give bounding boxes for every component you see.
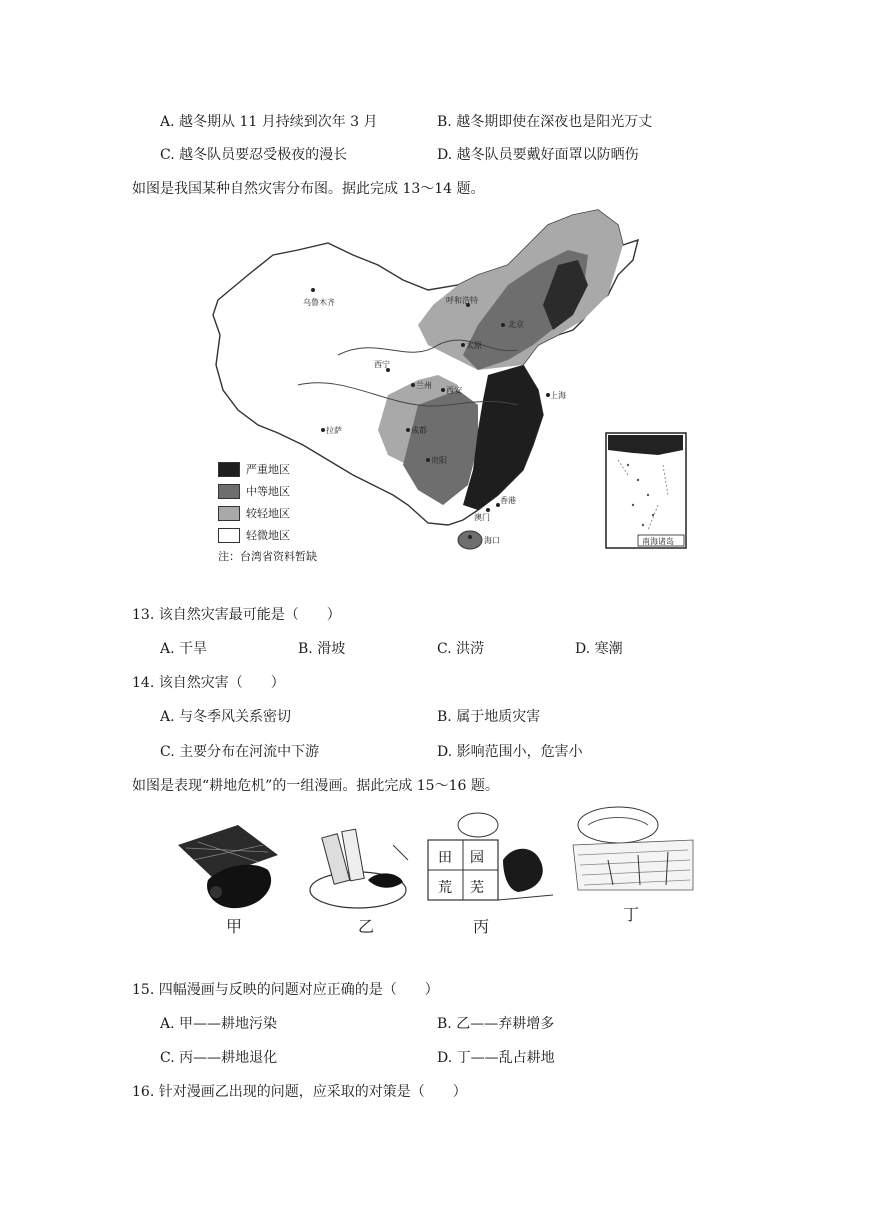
city-label-macau: 澳门 [474, 513, 490, 522]
city-label-lhasa: 拉萨 [326, 426, 342, 435]
cartoon-jia [178, 825, 278, 908]
cartoon-ding [573, 807, 693, 890]
q12-option-a: A. 越冬期从 11 月持续到次年 3 月 [160, 114, 378, 130]
city-label-xian: 西安 [446, 386, 462, 395]
city-label-urumqi: 乌鲁木齐 [303, 298, 335, 307]
city-label-shanghai: 上海 [550, 391, 566, 400]
disaster-distribution-map [178, 205, 698, 565]
q14-option-d: D. 影响范围小，危害小 [437, 744, 583, 760]
inset-label: 南海诸岛 [642, 537, 674, 546]
cartoon-yi [310, 829, 408, 908]
intro-13-14: 如图是我国某种自然灾害分布图。据此完成 13～14 题。 [132, 181, 485, 197]
q15-option-b: B. 乙——弃耕增多 [437, 1016, 555, 1032]
legend-swatch-medium [218, 484, 240, 499]
q14-option-c: C. 主要分布在河流中下游 [160, 744, 320, 760]
q13-option-d: D. 寒潮 [575, 641, 623, 657]
cartoons-svg [168, 800, 698, 940]
legend-swatch-light [218, 506, 240, 521]
legend-light [218, 505, 290, 521]
bing-cell-4: 芜 [470, 880, 484, 896]
city-label-lanzhou: 兰州 [416, 381, 432, 390]
farmland-crisis-cartoons [168, 800, 698, 940]
legend-swatch-slight [218, 528, 240, 543]
legend-label-slight: 轻微地区 [246, 529, 290, 542]
q12-option-c: C. 越冬队员要忍受极夜的漫长 [160, 147, 348, 163]
cartoon-caption-jia: 甲 [226, 917, 243, 936]
bing-cell-1: 田 [438, 850, 452, 866]
q15-option-d: D. 丁——乱占耕地 [437, 1050, 555, 1066]
q13-option-b: B. 滑坡 [298, 641, 346, 657]
city-label-haikou: 海口 [484, 536, 500, 545]
q15-option-a: A. 甲——耕地污染 [160, 1016, 278, 1032]
intro-15-16: 如图是表现“耕地危机”的一组漫画。据此完成 15～16 题。 [132, 778, 499, 794]
q12-option-d: D. 越冬队员要戴好面罩以防晒伤 [437, 147, 639, 163]
city-label-hohhot: 呼和浩特 [446, 296, 478, 305]
city-label-chengdu: 成都 [411, 426, 427, 435]
legend-label-medium: 中等地区 [246, 485, 290, 498]
map-note: 注：台湾省资料暂缺 [218, 550, 317, 563]
q13-option-c: C. 洪涝 [437, 641, 485, 657]
city-label-xining: 西宁 [374, 360, 390, 369]
legend-medium [218, 483, 290, 499]
cartoon-caption-bing: 丙 [473, 917, 490, 936]
q13-option-a: A. 干旱 [160, 641, 208, 657]
q14-option-a: A. 与冬季风关系密切 [160, 709, 292, 725]
legend-severe [218, 461, 290, 477]
bing-cell-2: 园 [470, 850, 484, 866]
legend-label-light: 较轻地区 [246, 507, 290, 520]
q14-option-b: B. 属于地质灾害 [437, 709, 541, 725]
legend-swatch-severe [218, 462, 240, 477]
cartoon-caption-yi: 乙 [358, 917, 375, 936]
legend-slight [218, 527, 290, 543]
cartoon-caption-ding: 丁 [623, 905, 640, 924]
legend-label-severe: 严重地区 [246, 463, 290, 476]
city-label-hongkong: 香港 [500, 496, 516, 505]
q13-stem: 13. 该自然灾害最可能是（ ） [132, 607, 341, 623]
hainan-island [458, 531, 482, 549]
city-label-beijing: 北京 [508, 320, 524, 329]
city-label-taiyuan: 太原 [466, 341, 482, 350]
q12-option-b: B. 越冬期即使在深夜也是阳光万丈 [437, 114, 653, 130]
q15-option-c: C. 丙——耕地退化 [160, 1050, 278, 1066]
q14-stem: 14. 该自然灾害（ ） [132, 675, 285, 691]
q16-stem: 16. 针对漫画乙出现的问题，应采取的对策是（ ） [132, 1084, 467, 1100]
q15-stem: 15. 四幅漫画与反映的问题对应正确的是（ ） [132, 982, 439, 998]
city-label-guiyang: 贵阳 [431, 456, 447, 465]
bing-cell-3: 荒 [438, 880, 452, 896]
